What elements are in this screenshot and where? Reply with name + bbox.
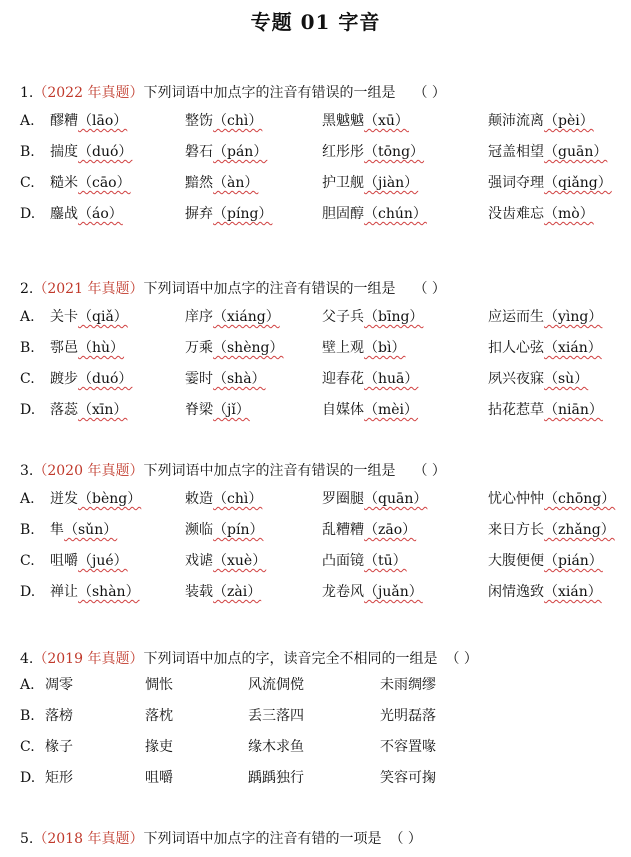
word-item: 胆固醇（chún）: [322, 206, 427, 222]
option-a[interactable]: [20, 112, 620, 143]
word-item: 护卫舰（jiàn）: [322, 175, 419, 191]
word-item: 咀嚼（jué）: [50, 553, 128, 569]
year-tag: （2021 年真题）: [33, 281, 144, 297]
question-text: 下列词语中加点的字，读音完全不相同的一组是: [143, 651, 438, 667]
word-item: 父子兵（bīng）: [322, 309, 424, 325]
word-item: 关卡（qiǎ）: [50, 309, 128, 325]
word-item: 黑魆魆（xū）: [322, 113, 409, 129]
question-number: 3.: [20, 463, 34, 479]
word-item: 霎时（shà）: [185, 371, 266, 387]
word-item: 光明磊落: [380, 708, 436, 724]
question-text: 下列词语中加点字的注音有错误的一组是: [143, 463, 396, 479]
word-item: 隼（sǔn）: [50, 522, 118, 538]
word-item: 咀嚼: [145, 770, 173, 786]
word-item: 落榜: [45, 708, 73, 724]
year-tag: （2018 年真题）: [33, 831, 144, 847]
answer-blank: （ ）: [413, 281, 446, 297]
option-letter: B.: [20, 708, 35, 724]
word-item: 风流倜傥: [248, 677, 304, 693]
option-a[interactable]: [20, 490, 620, 521]
question-stem: [20, 280, 620, 308]
question-stem: [20, 462, 620, 490]
option-letter: A.: [20, 309, 35, 325]
word-item: 夙兴夜寐（sù）: [488, 371, 589, 387]
option-b[interactable]: [20, 143, 620, 174]
word-item: 万乘（shèng）: [185, 340, 284, 356]
option-a[interactable]: [20, 308, 620, 339]
answer-blank: （ ）: [413, 463, 446, 479]
word-item: 凸面镜（tū）: [322, 553, 407, 569]
option-d[interactable]: [20, 205, 620, 236]
word-item: 踽踽独行: [248, 770, 304, 786]
option-letter: D.: [20, 402, 36, 418]
option-b[interactable]: [20, 339, 620, 370]
word-item: 脊梁（jǐ）: [185, 402, 250, 418]
word-item: 拈花惹草（niān）: [488, 402, 603, 418]
option-a[interactable]: [20, 676, 620, 707]
option-letter: C.: [20, 175, 35, 191]
option-d[interactable]: [20, 769, 620, 800]
word-item: 颠沛流离（pèi）: [488, 113, 594, 129]
word-item: 红彤彤（tōng）: [322, 144, 425, 160]
question-number: 4.: [20, 651, 34, 667]
year-tag: （2019 年真题）: [33, 651, 144, 667]
word-item: 没齿难忘（mò）: [488, 206, 594, 222]
word-item: 装载（zài）: [185, 584, 262, 600]
year-tag: （2022 年真题）: [33, 85, 144, 101]
question-5: [20, 830, 620, 849]
option-letter: D.: [20, 770, 36, 786]
question-number: 2.: [20, 281, 34, 297]
word-item: 整饬（chì）: [185, 113, 263, 129]
word-item: 龙卷风（juǎn）: [322, 584, 423, 600]
word-item: 落枕: [145, 708, 173, 724]
word-item: 禅让（shàn）: [50, 584, 140, 600]
word-item: 强词夺理（qiǎng）: [488, 175, 612, 191]
word-item: 凋零: [45, 677, 73, 693]
option-letter: D.: [20, 584, 36, 600]
word-item: 鄠邑（hù）: [50, 340, 125, 356]
question-4: [20, 650, 620, 800]
word-item: 大腹便便（pián）: [488, 553, 603, 569]
word-item: 应运而生（yìng）: [488, 309, 603, 325]
word-item: 摒弃（píng）: [185, 206, 273, 222]
word-item: 未雨绸缪: [380, 677, 436, 693]
option-letter: A.: [20, 677, 35, 693]
option-c[interactable]: [20, 174, 620, 205]
question-3: [20, 462, 620, 614]
word-item: 丢三落四: [248, 708, 304, 724]
word-item: 醪糟（lāo）: [50, 113, 128, 129]
word-item: 笑容可掬: [380, 770, 436, 786]
word-item: 惆怅: [145, 677, 173, 693]
option-b[interactable]: [20, 521, 620, 552]
word-item: 踱步（duó）: [50, 371, 133, 387]
option-letter: B.: [20, 144, 35, 160]
word-item: 缘木求鱼: [248, 739, 304, 755]
word-item: 来日方长（zhǎng）: [488, 522, 615, 538]
question-stem: [20, 84, 620, 112]
option-c[interactable]: [20, 738, 620, 769]
word-item: 揣度（duó）: [50, 144, 133, 160]
option-c[interactable]: [20, 552, 620, 583]
option-d[interactable]: [20, 583, 620, 614]
option-letter: A.: [20, 491, 35, 507]
word-item: 冠盖相望（guān）: [488, 144, 608, 160]
answer-blank: （ ）: [445, 651, 478, 667]
word-item: 糙米（cāo）: [50, 175, 131, 191]
page-title: 专题 01 字音: [250, 10, 381, 34]
question-number: 5.: [20, 831, 34, 847]
answer-blank: （ ）: [413, 85, 446, 101]
word-item: 壁上观（bì）: [322, 340, 406, 356]
year-tag: （2020 年真题）: [33, 463, 144, 479]
word-item: 迎春花（huā）: [322, 371, 419, 387]
option-letter: A.: [20, 113, 35, 129]
question-text: 下列词语中加点字的注音有错的一项是: [143, 831, 382, 847]
word-item: 忧心忡忡（chōng）: [488, 491, 616, 507]
word-item: 掾吏: [145, 739, 173, 755]
option-letter: C.: [20, 739, 35, 755]
word-item: 鏖战（áo）: [50, 206, 123, 222]
word-item: 椽子: [45, 739, 73, 755]
question-text: 下列词语中加点字的注音有错误的一组是: [143, 85, 396, 101]
question-2: [20, 280, 620, 432]
option-b[interactable]: [20, 707, 620, 738]
option-letter: C.: [20, 553, 35, 569]
word-item: 敕造（chì）: [185, 491, 263, 507]
answer-blank: （ ）: [389, 831, 422, 847]
option-d[interactable]: [20, 401, 620, 432]
word-item: 黯然（àn）: [185, 175, 259, 191]
word-item: 矩形: [45, 770, 73, 786]
option-c[interactable]: [20, 370, 620, 401]
option-letter: B.: [20, 340, 35, 356]
word-item: 庠序（xiáng）: [185, 309, 280, 325]
question-text: 下列词语中加点字的注音有错误的一组是: [143, 281, 396, 297]
word-item: 濒临（pín）: [185, 522, 264, 538]
option-letter: B.: [20, 522, 35, 538]
word-item: 落蕊（xīn）: [50, 402, 128, 418]
question-1: [20, 84, 620, 236]
question-stem: [20, 830, 620, 849]
word-item: 戏谑（xuè）: [185, 553, 267, 569]
word-item: 乱糟糟（zāo）: [322, 522, 417, 538]
option-letter: C.: [20, 371, 35, 387]
word-item: 罗圈腿（quān）: [322, 491, 428, 507]
word-item: 磐石（pán）: [185, 144, 268, 160]
word-item: 不容置喙: [380, 739, 436, 755]
option-letter: D.: [20, 206, 36, 222]
word-item: 扣人心弦（xián）: [488, 340, 602, 356]
question-stem: [20, 650, 620, 676]
word-item: 迸发（bèng）: [50, 491, 142, 507]
question-number: 1.: [20, 85, 34, 101]
word-item: 闲情逸致（xián）: [488, 584, 602, 600]
word-item: 自媒体（mèi）: [322, 402, 419, 418]
